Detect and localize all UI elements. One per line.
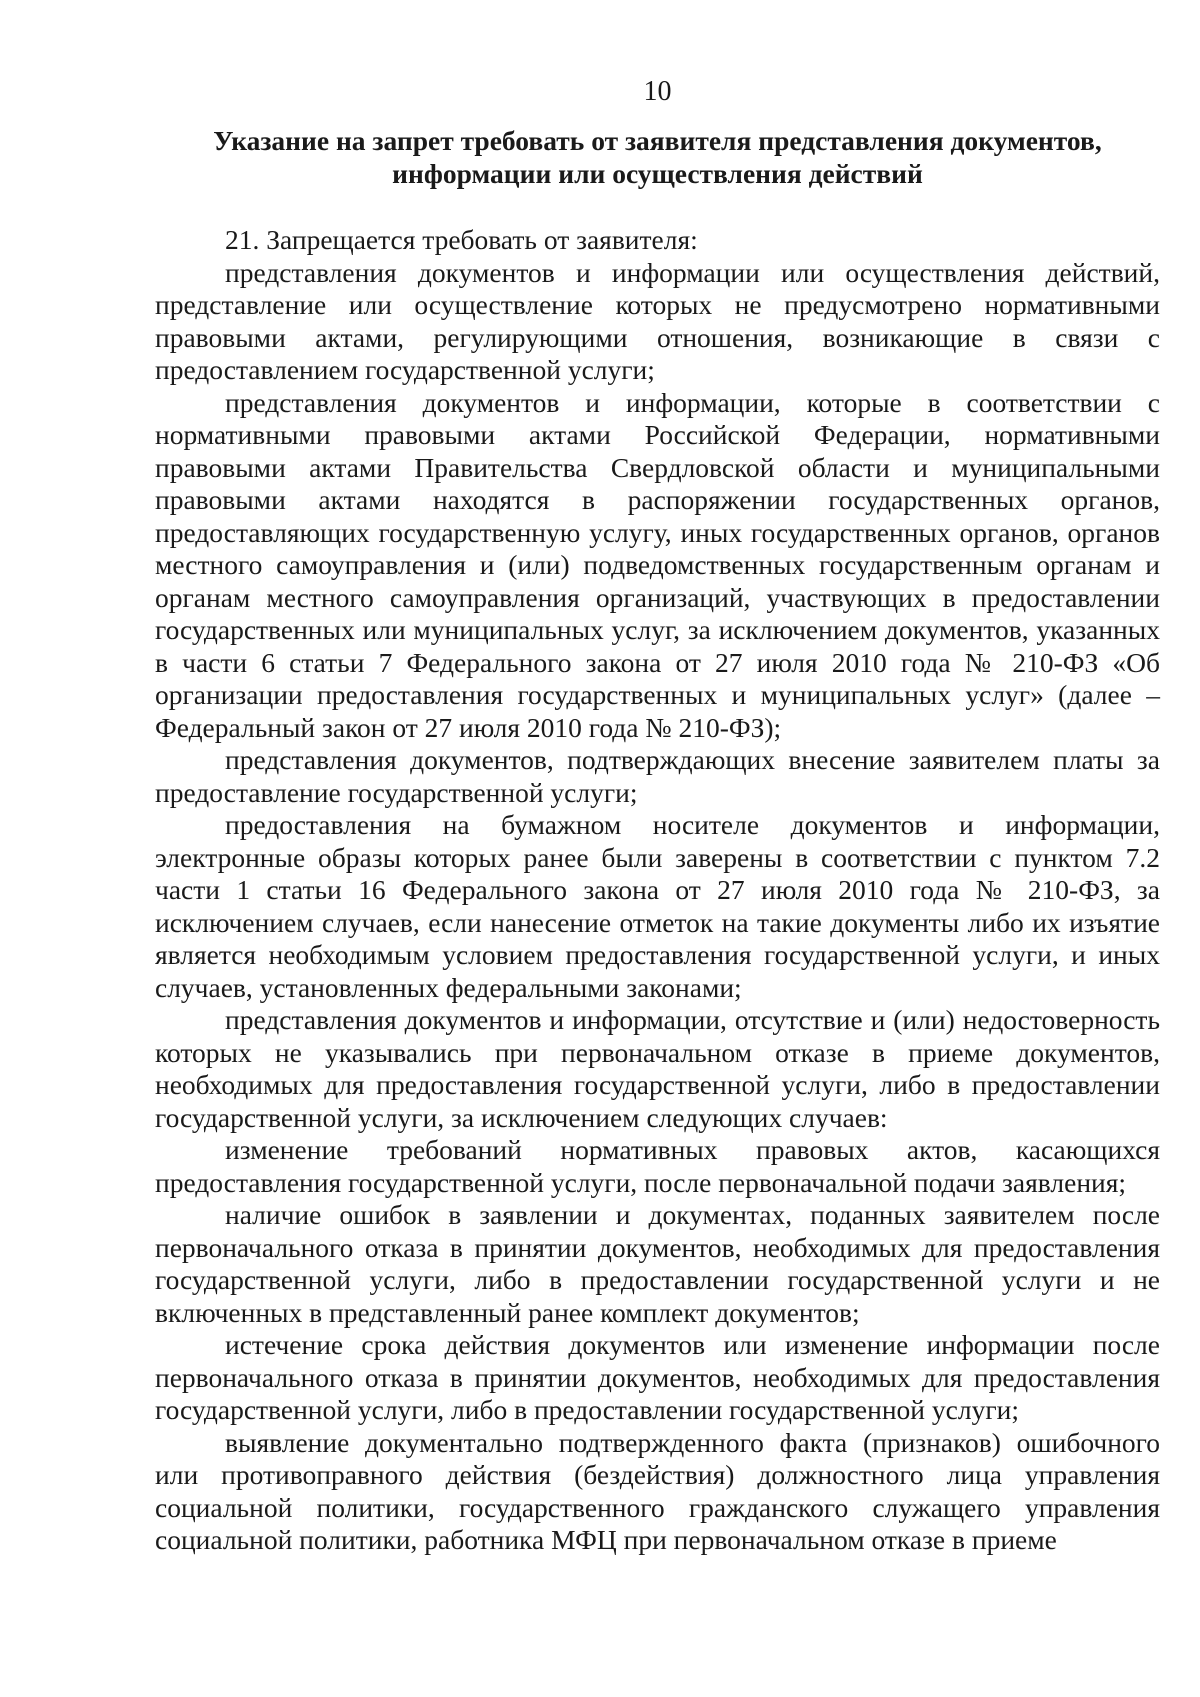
paragraph-paper-copies: предоставления на бумажном носителе документов и информации, электронные образы которых ранее были заверены в соответствии с пунктом 7.2 части 1 статьи 16 Федерального закона от 27 июля 2010 года № 210-ФЗ, за исключением случаев, если нанесение отметок на такие документы либо их изъятие является необходимым условием предоставления государственной услуги, и иных случаев, установленных федеральными законами;	[155, 809, 1160, 1003]
paragraph-expiry-of-documents: истечение срока действия документов или изменение информации после первоначального отказа в принятии документов, необходимых для предоставления государственной услуги, либо в предоставлении государственной услуги;	[155, 1329, 1160, 1425]
paragraph-errors-in-application: наличие ошибок в заявлении и документах, поданных заявителем после первоначального отказа в принятии документов, необходимых для предоставления государственной услуги, либо в предоставлении государственной услуги и не включенных в представленный ранее комплект документов;	[155, 1199, 1160, 1328]
paragraph-not-provided-by-acts: представления документов и информации или осуществления действий, представление или осуществление которых не предусмотрено нормативными правовыми актами, регулирующими отношения, возникающие в связи с предоставлением государственной услуги;	[155, 256, 1160, 385]
document-body	[155, 224, 1160, 1557]
paragraph-payment-confirmation: представления документов, подтверждающих внесение заявителем платы за предоставление государственной услуги;	[155, 744, 1160, 808]
section-heading-line-2: информации или осуществления действий	[392, 158, 923, 189]
document-page	[155, 72, 1160, 1557]
section-heading	[155, 124, 1160, 190]
paragraph-erroneous-action: выявление документально подтвержденного факта (признаков) ошибочного или противоправного действия (бездействия) должностного лица управления социальной политики, государственного гражданского служащего управления социальной политики, работника МФЦ при первоначальном отказе в приеме	[155, 1426, 1160, 1555]
page-number: 10	[643, 76, 672, 107]
paragraph-clause-21: 21. Запрещается требовать от заявителя:	[225, 224, 698, 255]
paragraph-not-indicated-at-refusal: представления документов и информации, отсутствие и (или) недостоверность которых не указывались при первоначальном отказе в приеме документов, необходимых для предоставления государственной услуги, либо в предоставлении государственной услуги, за исключением следующих случаев:	[155, 1004, 1160, 1133]
paragraph-requirements-change: изменение требований нормативных правовых актов, касающихся предоставления государственной услуги, после первоначальной подачи заявления;	[155, 1134, 1160, 1198]
paragraph-documents-in-possession: представления документов и информации, которые в соответствии с нормативными правовыми актами Российской Федерации, нормативными правовыми актами Правительства Свердловской области и муниципальными правовыми актами находятся в распоряжении государственных органов, предоставляющих государственную услугу, иных государственных органов, органов местного самоуправления и (или) подведомственных государственным органам и органам местного самоуправления организаций, участвующих в предоставлении государственных или муниципальных услуг, за исключением документов, указанных в части 6 статьи 7 Федерального закона от 27 июля 2010 года № 210-ФЗ «Об организации предоставления государственных и муниципальных услуг» (далее – Федеральный закон от 27 июля 2010 года № 210-ФЗ);	[155, 386, 1160, 743]
section-heading-line-1: Указание на запрет требовать от заявителя представления документов,	[213, 125, 1102, 156]
